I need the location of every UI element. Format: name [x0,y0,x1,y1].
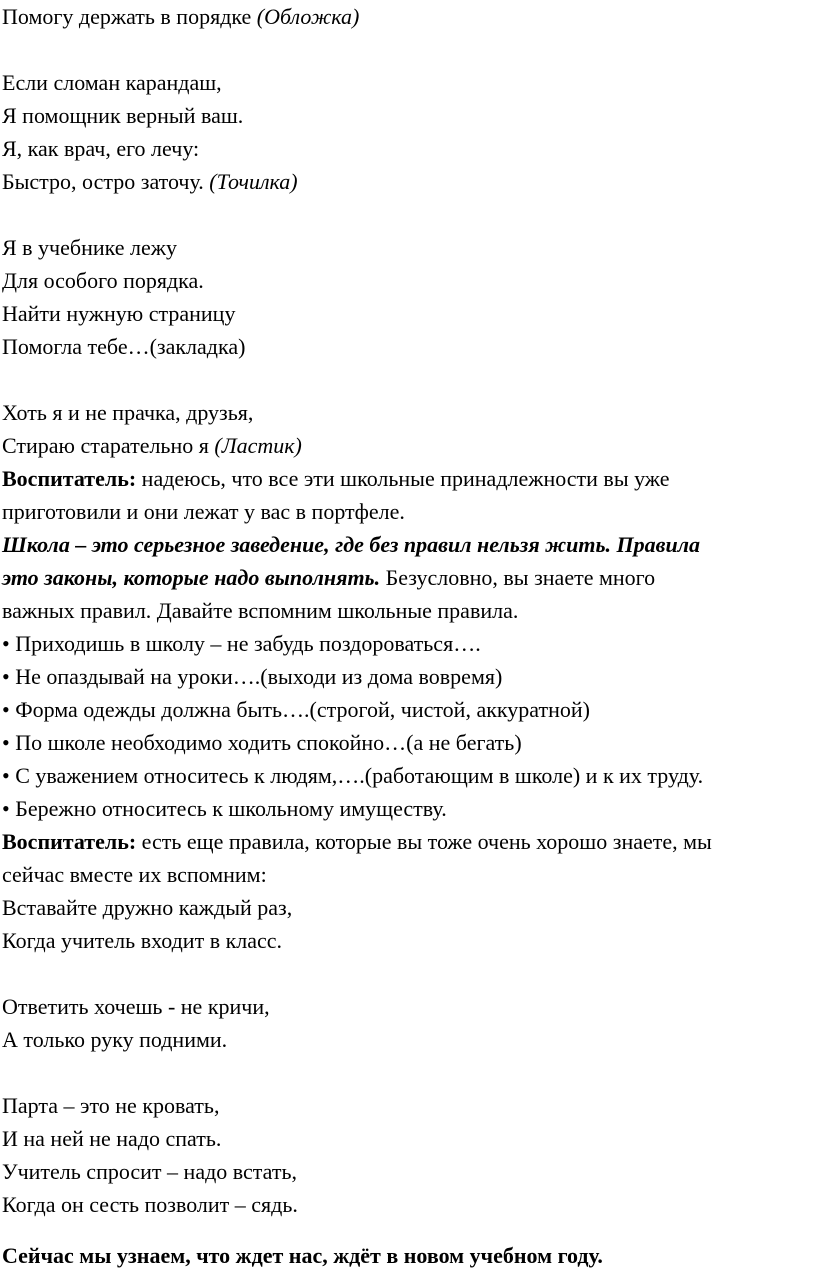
poem-line: И на ней не надо спать. [2,1126,222,1151]
riddle-4-line-2 [2,429,812,462]
riddle-text: Стираю старательно я [2,433,215,458]
poem-line: А только руку подними. [2,1027,228,1052]
rule-item: • Форма одежды должна быть….(строгой, чистой, аккуратной) [2,697,590,722]
riddle-2-line-4 [2,165,812,198]
riddle-answer: (Точилка) [209,169,298,194]
poem-line: Парта – это не кровать, [2,1093,220,1118]
document-page [2,0,812,1272]
riddle-answer: (Обложка) [256,4,360,29]
speaker-label: Воспитатель: [2,829,137,854]
riddle-1-line [2,0,812,33]
emphasis-text: Школа – это серьезное заведение, где без правил нельзя жить. Правила [2,532,701,557]
educator-text: надеюсь, что все эти школьные принадлежности вы уже [136,466,670,491]
riddle-text: Помогу держать в порядке [2,4,257,29]
rule-item: • Не опаздывай на уроки….(выходи из дома вовремя) [2,664,503,689]
rule-item: • С уважением относитесь к людям,….(работающим в школе) и к их труду. [2,763,704,788]
educator-paragraph-1-line-1 [2,462,812,495]
riddle-answer: (Ластик) [214,433,302,458]
school-rule-intro-line-1 [2,528,812,561]
educator-paragraph-1-line-2: приготовили и они лежат у вас в портфеле. [2,499,405,524]
intro-text: Безусловно, вы знаете много [380,565,656,590]
riddle-3-line-1: Я в учебнике лежу [2,235,177,260]
riddle-2-line-3: Я, как врач, его лечу: [2,136,200,161]
school-rule-intro-line-2 [2,561,812,594]
poem-line: Ответить хочешь - не кричи, [2,994,270,1019]
educator-paragraph-2-line-1 [2,825,812,858]
school-rule-intro-line-3: важных правил. Давайте вспомним школьные правила. [2,598,519,623]
rule-item: • Бережно относитесь к школьному имуществу. [2,796,447,821]
riddle-2-line-1: Если сломан карандаш, [2,70,222,95]
educator-paragraph-2-line-2: сейчас вместе их вспомним: [2,862,267,887]
poem-line: Вставайте дружно каждый раз, [2,895,293,920]
rule-item: • Приходишь в школу – не забудь поздороваться…. [2,631,481,656]
riddle-3-line-2: Для особого порядка. [2,268,204,293]
poem-line: Когда он сесть позволит – сядь. [2,1192,298,1217]
emphasis-text: это законы, которые надо выполнять. [2,565,381,590]
poem-line: Учитель спросит – надо встать, [2,1159,298,1184]
riddle-text: Быстро, остро заточу. [2,169,210,194]
speaker-label: Воспитатель: [2,466,137,491]
poem-line: Когда учитель входит в класс. [2,928,283,953]
riddle-4-line-1: Хоть я и не прачка, друзья, [2,400,254,425]
closing-statement: Сейчас мы узнаем, что ждет нас, ждёт в новом учебном году. [2,1243,603,1268]
riddle-3-line-4: Помогла тебе…(закладка) [2,334,246,359]
riddle-2-line-2: Я помощник верный ваш. [2,103,244,128]
riddle-3-line-3: Найти нужную страницу [2,301,236,326]
educator-text: есть еще правила, которые вы тоже очень хорошо знаете, мы [136,829,712,854]
rule-item: • По школе необходимо ходить спокойно…(а не бегать) [2,730,522,755]
